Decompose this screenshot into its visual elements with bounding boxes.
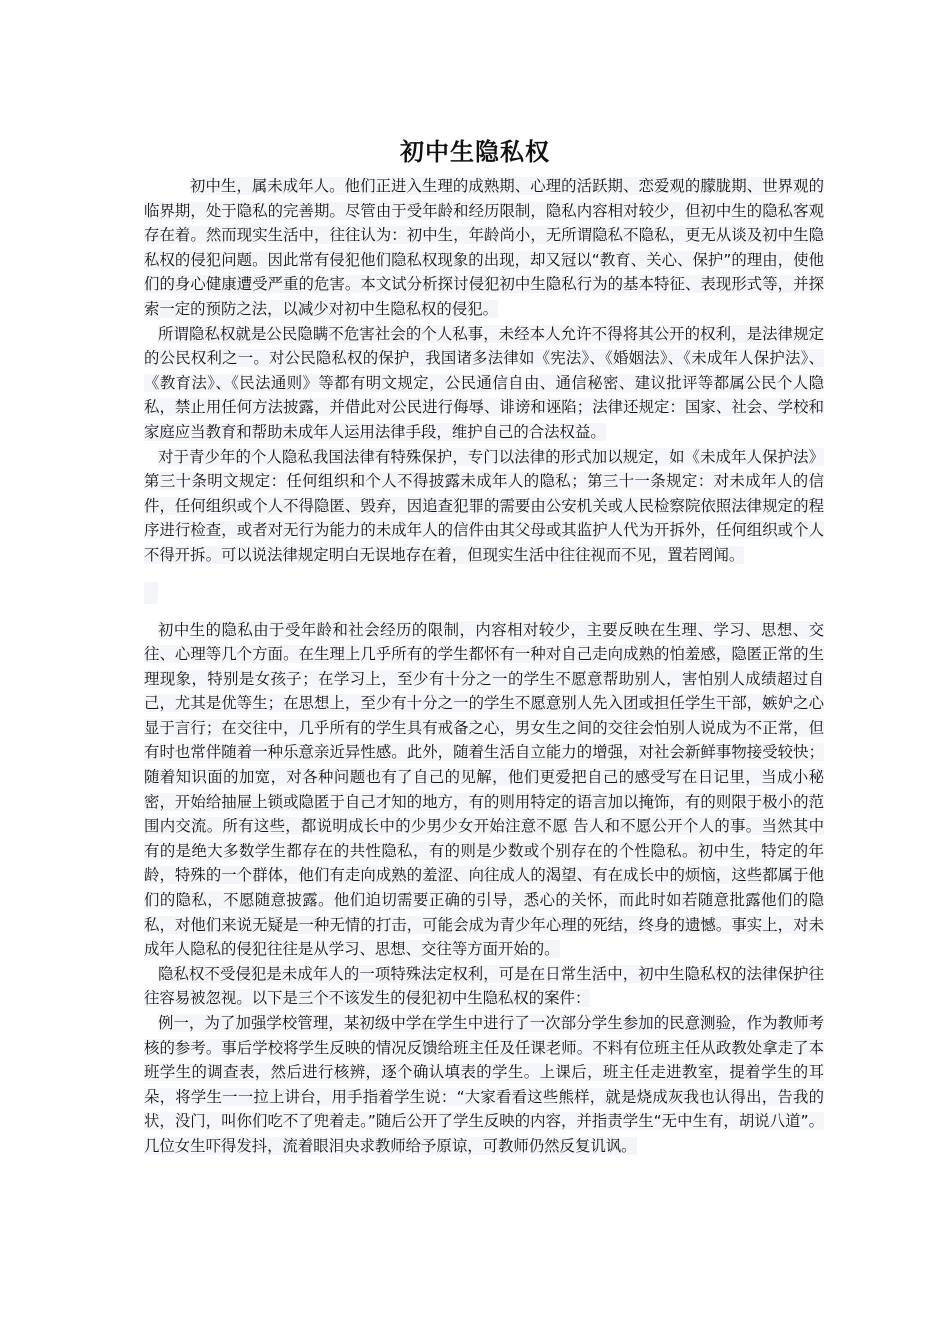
paragraph-text: 对于青少年的个人隐私我国法律有特殊保护，专门以法律的形式加以规定，如《未成年人保护法》第三十条明文规定：任何组织和个人不得披露未成年人的隐私；第三十一条规定：对未成年人的信件，任何组织或个人不得隐匿、毁弃，因追查犯罪的需要由公安机关或人民检察院依照法律规定的程序进行检查，或者对无行为能力的未成年人的信件由其父母或其监护人代为开拆外，任何组织或个人不得开拆。可以说法律规定明白无误地存在着，但现实生活中往往视而不见，置若罔闻。: [144, 447, 824, 564]
paragraph-text: 例一，为了加强学校管理，某初级中学在学生中进行了一次部分学生参加的民意测验，作为教师考核的参考。事后学校将学生反映的情况反馈给班主任及任课老师。不料有位班主任从政教处拿走了本班学生的调查表，然后进行核辨，逐个确认填表的学生。上课后，班主任走进教室，提着学生的耳朵，将学生一一拉上讲台，用手指着学生说：“大家看看这些熊样，就是烧成灰我也认得出，告我的状，没门，叫你们吃不了兜着走。”随后公开了学生反映的内容，并指责学生“无中生有，胡说八道”。几位女生吓得发抖，流着眼泪央求教师给予原谅，可教师仍然反复讥讽。: [144, 1014, 824, 1155]
document-body: [144, 174, 824, 1159]
paragraph-introduction: [144, 174, 824, 322]
paragraph-text: 隐私权不受侵犯是未成年人的一项特殊法定权利，可是在日常生活中，初中生隐私权的法律保护往往容易被忽视。以下是三个不该发生的侵犯初中生隐私权的案件：: [144, 964, 824, 1008]
highlight-mark: [144, 582, 158, 604]
paragraph-text: 初中生的隐私由于受年龄和社会经历的限制，内容相对较少，主要反映在生理、学习、思想、交往、心理等几个方面。在生理上几乎所有的学生都怀有一种对自己走向成熟的怕羞感，隐匿正常的生理现象，特别是女孩子；在学习上，至少有十分之一的学生不愿意帮助别人，害怕别人成绩超过自己，尤其是优等生；在思想上，至少有十分之一的学生不愿意别人先入团或担任学生干部，嫉妒之心显于言行；在交往中，几乎所有的学生具有戒备之心，男女生之间的交往会怕别人说成为不正常，但有时也常伴随着一种乐意亲近异性感。此外，随着生活自立能力的增强，对社会新鲜事物接受较快；随着知识面的加宽，对各种问题也有了自己的见解，他们更爱把自己的感受写在日记里，当成小秘密，开始给抽屉上锁或隐匿于自己才知的地方，有的则用特定的语言加以掩饰，有的则限于极小的范围内交流。所有这些，都说明成长中的少男少女开始注意不愿 告人和不愿公开个人的事。当然其中有的是绝大多数学生都存在的共性隐私，有的则是少数或个别存在的个性隐私。初中生，特定的年龄，特殊的一个群体，他们有走向成熟的羞涩、向往成人的渴望、有在成长中的烦恼，这些都属于他们的隐私，不愿随意披露。他们迫切需要正确的引导，悉心的关怀，而此时如若随意批露他们的隐私，对他们来说无疑是一种无情的打击，可能会成为青少年心理的死结，终身的遗憾。事实上，对未成年人隐私的侵犯往往是从学习、思想、交往等方面开始的。: [144, 620, 824, 959]
paragraph-legal-protection: [144, 445, 824, 568]
paragraph-text: 所谓隐私权就是公民隐瞒不危害社会的个人私事，未经本人允许不得将其公开的权利，是法律规定的公民权利之一。对公民隐私权的保护，我国诸多法律如《宪法》、《婚姻法》、《未成年人保护法》、《教育法》、《民法通则》等都有明文规定，公民通信自由、通信秘密、建议批评等都属公民个人隐私，禁止用任何方法披露，并借此对公民进行侮辱、诽谤和诬陷；法律还规定：国家、社会、学校和家庭应当教育和帮助未成年人运用法律手段，维护自己的合法权益。: [144, 324, 824, 441]
paragraph-text: 初中生，属未成年人。他们正进入生理的成熟期、心理的活跃期、恋爱观的朦胧期、世界观的临界期，处于隐私的完善期。尽管由于受年龄和经历限制，隐私内容相对较少，但初中生的隐私客观存在着。然而现实生活中，往往认为：初中生，年龄尚小，无所谓隐私不隐私，更无从谈及初中生隐私权的侵犯问题。因此常有侵犯他们隐私权现象的出现，却又冠以“教育、关心、保护”的理由，使他们的身心健康遭受严重的危害。本文试分析探讨侵犯初中生隐私行为的基本特征、表现形式等，并探索一定的预防之法，以减少对初中生隐私权的侵犯。: [144, 177, 824, 318]
blank-line: [144, 568, 824, 618]
document-title: 初中生隐私权: [400, 138, 550, 166]
paragraph-privacy-content: [144, 618, 824, 962]
paragraph-privacy-definition: [144, 322, 824, 445]
paragraph-cases-intro: [144, 962, 824, 1011]
paragraph-case-one: [144, 1011, 824, 1159]
